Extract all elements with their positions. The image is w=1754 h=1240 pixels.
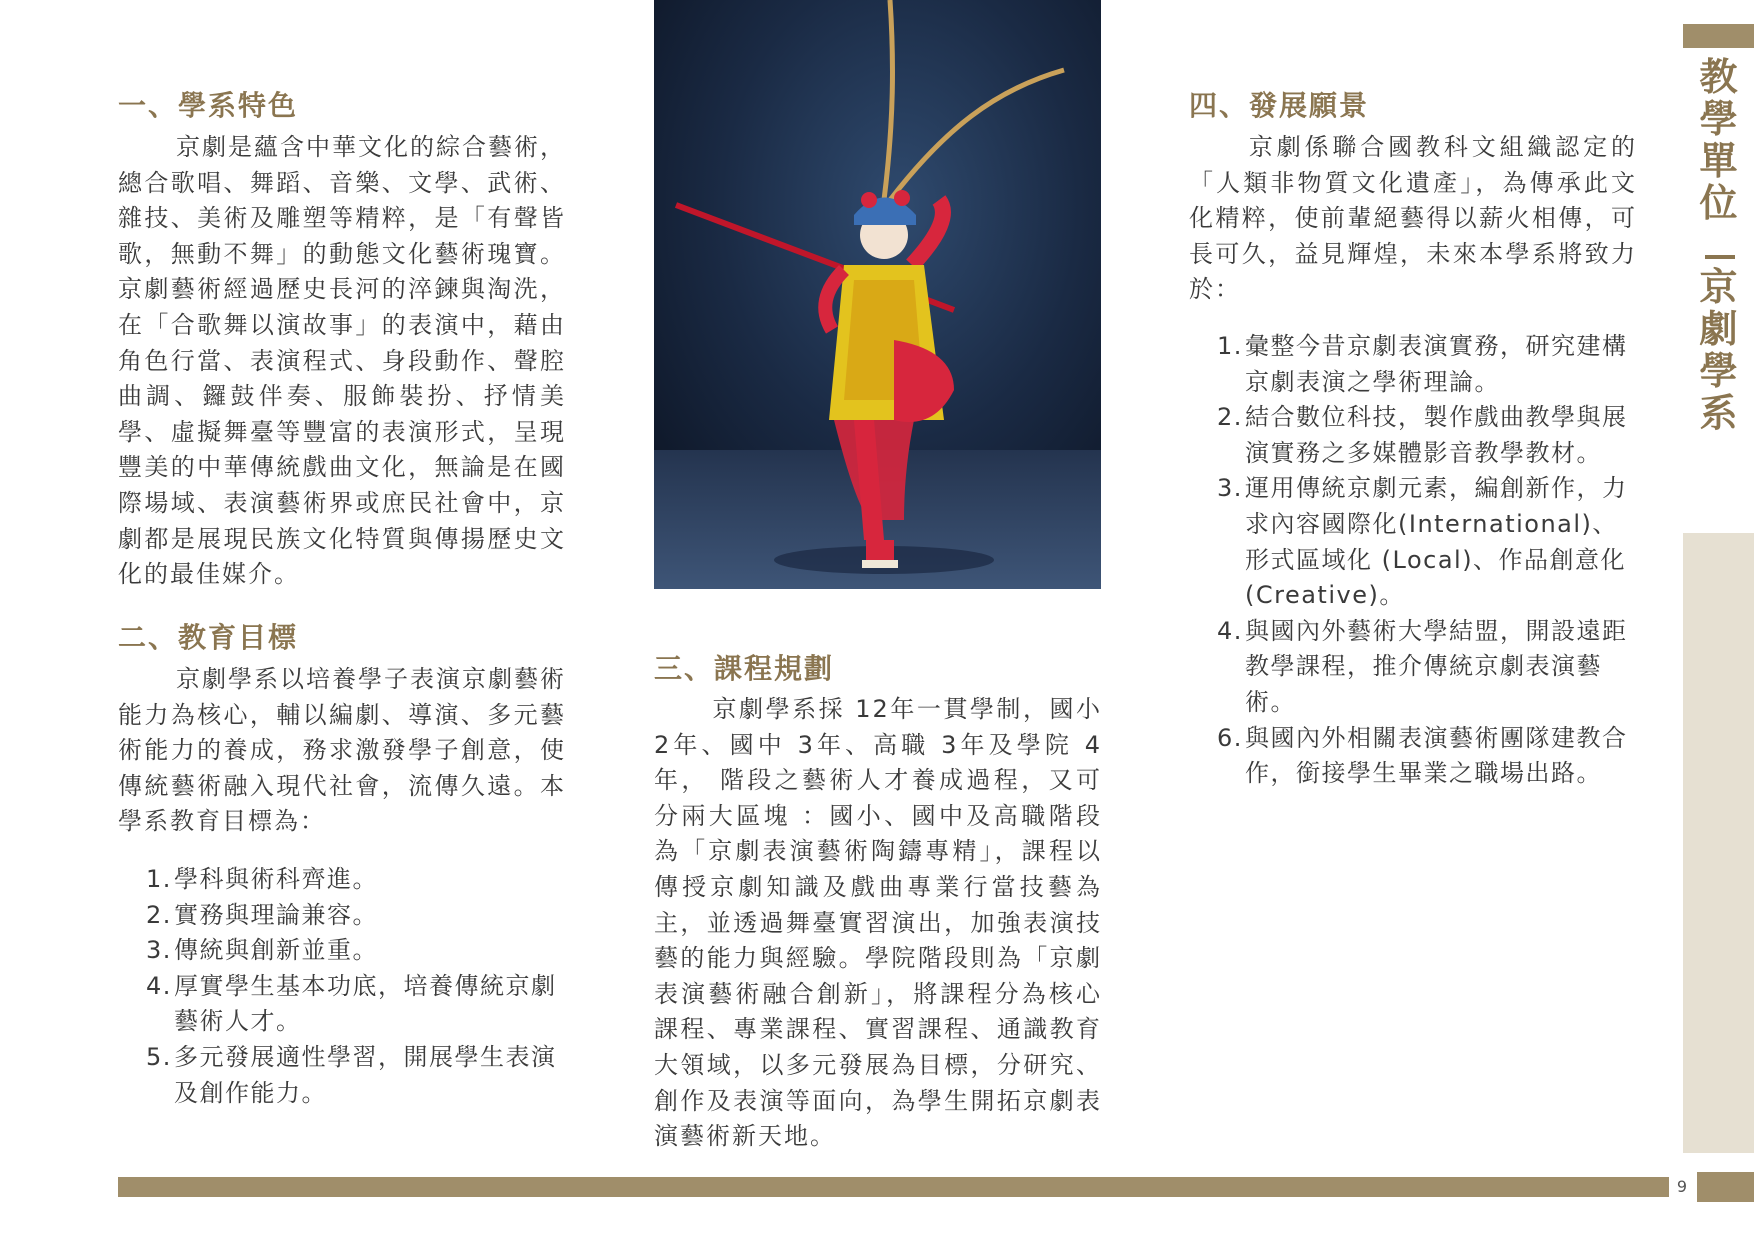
side-title-char: 位 <box>1699 180 1738 225</box>
list-number: 3. <box>1217 474 1243 503</box>
goals-text: 京劇學系以培養學子表演京劇藝術能力為核心，輔以編劇、導演、多元藝術能力的養成，務求激發學子創意，使傳統藝術融入現代社會，流傳久遠。本學系教育目標為： <box>118 665 566 836</box>
list-item <box>118 1040 566 1111</box>
side-title-char <box>1683 224 1754 266</box>
section-heading-features: 一、學系特色 <box>118 89 299 122</box>
list-text: 彙整今昔京劇表演實務，研究建構京劇表演之學術理論。 <box>1245 332 1628 396</box>
list-item <box>118 862 566 898</box>
vision-list <box>1189 329 1637 792</box>
curriculum-text: 京劇學系採 12年一貫學制，國小 2年、國中 3年、高職 3年及學院 4年， 階段之藝術人才養成過程，又可分兩大區塊 ：國小、國中及高職階段為「京劇表演藝術陶鑄專精」，課程以傳授京劇知識及戲曲專業行當技藝為主，並透過舞臺實習演出，加強表演技藝的能力與經驗。學院階段則為「京劇表演藝術融合創新」，將課程分為核心課程、專業課程、實習課程、通識教育 大領域，以多元發展為目標，分研究、創作及表演等面向，為學生開拓京劇表演藝術新天地。 <box>654 695 1102 1151</box>
list-item <box>1189 614 1637 721</box>
list-item <box>1189 721 1637 792</box>
side-tab-panel <box>1683 533 1754 1153</box>
list-text: 與國內外相關表演藝術團隊建教合作，銜接學生畢業之職場出路。 <box>1245 723 1628 788</box>
section-body-features <box>118 130 566 593</box>
side-title-char: 學 <box>1699 96 1738 141</box>
section-body-goals <box>118 662 566 840</box>
side-title-divider <box>1705 255 1735 259</box>
side-title-char: 單 <box>1699 138 1738 183</box>
list-item <box>118 898 566 934</box>
list-item <box>1189 329 1637 400</box>
side-title-char: 教 <box>1699 54 1738 99</box>
side-title-char: 系 <box>1699 390 1738 435</box>
footer-tab <box>1697 1172 1754 1202</box>
section-body-curriculum <box>654 692 1102 1155</box>
list-number: 4. <box>146 971 172 1000</box>
list-number: 3. <box>146 936 172 965</box>
list-text: 傳統與創新並重。 <box>174 936 378 965</box>
list-number: 2. <box>1217 403 1243 432</box>
side-title-char: 劇 <box>1699 306 1738 351</box>
list-item <box>118 933 566 969</box>
list-text: 結合數位科技，製作戲曲教學與展演實務之多媒體影音教學教材。 <box>1245 403 1628 467</box>
list-text: 實務與理論兼容。 <box>174 900 378 929</box>
list-item <box>118 969 566 1040</box>
list-number: 4. <box>1217 616 1243 645</box>
section-heading-goals: 二、教育目標 <box>118 621 299 654</box>
section-heading-vision: 四、發展願景 <box>1189 89 1370 122</box>
side-title-char: 學 <box>1699 348 1738 393</box>
goals-list <box>118 862 566 1111</box>
list-item <box>1189 400 1637 471</box>
side-title-char: 京 <box>1699 264 1738 309</box>
page-number: 9 <box>1676 1177 1688 1196</box>
section-heading-curriculum: 三、課程規劃 <box>654 652 835 685</box>
list-text: 運用傳統京劇元素，編創新作，力求內容國際化(International)、形式區域化 (Local)、作品創意化(Creative)。 <box>1245 474 1628 610</box>
list-number: 1. <box>146 865 172 893</box>
side-section-title <box>1683 56 1754 434</box>
list-number: 2. <box>146 900 172 929</box>
list-text: 與國內外藝術大學結盟，開設遠距教學課程，推介傳統京劇表演藝術。 <box>1245 616 1628 716</box>
list-number: 6. <box>1217 723 1243 752</box>
peking-opera-performer-photo <box>654 0 1101 589</box>
list-item <box>1189 471 1637 613</box>
features-text: 京劇是蘊含中華文化的綜合藝術，總合歌唱、舞蹈、音樂、文學、武術、雜技、美術及雕塑等精粹，是「有聲皆歌，無動不舞」的動態文化藝術瑰寶。京劇藝術經過歷史長河的淬鍊與淘洗，在「合歌舞以演故事」的表演中，藉由角色行當、表演程式、身段動作、聲腔曲調、鑼鼓伴奏、服飾裝扮、抒情美學、虛擬舞臺等豐富的表演形式，呈現豐美的中華傳統戲曲文化，無論是在國際場域、表演藝術界或庶民社會中，京劇都是展現民族文化特質與傳揚歷史文化的最佳媒介。 <box>118 133 566 589</box>
list-text: 多元發展適性學習，開展學生表演及創作能力。 <box>174 1042 557 1107</box>
list-text: 學科與術科齊進。 <box>174 865 378 893</box>
side-tab-accent <box>1683 24 1754 48</box>
section-body-vision <box>1189 130 1637 308</box>
vision-text: 京劇係聯合國教科文組織認定的「人類非物質文化遺產」，為傳承此文化精粹，使前輩絕藝得以薪火相傳，可長可久，益見輝煌，未來本學系將致力於： <box>1189 133 1637 304</box>
footer-bar <box>118 1177 1669 1197</box>
list-number: 5. <box>146 1042 172 1071</box>
list-text: 厚實學生基本功底，培養傳統京劇藝術人才。 <box>174 971 557 1036</box>
list-number: 1. <box>1217 332 1243 360</box>
